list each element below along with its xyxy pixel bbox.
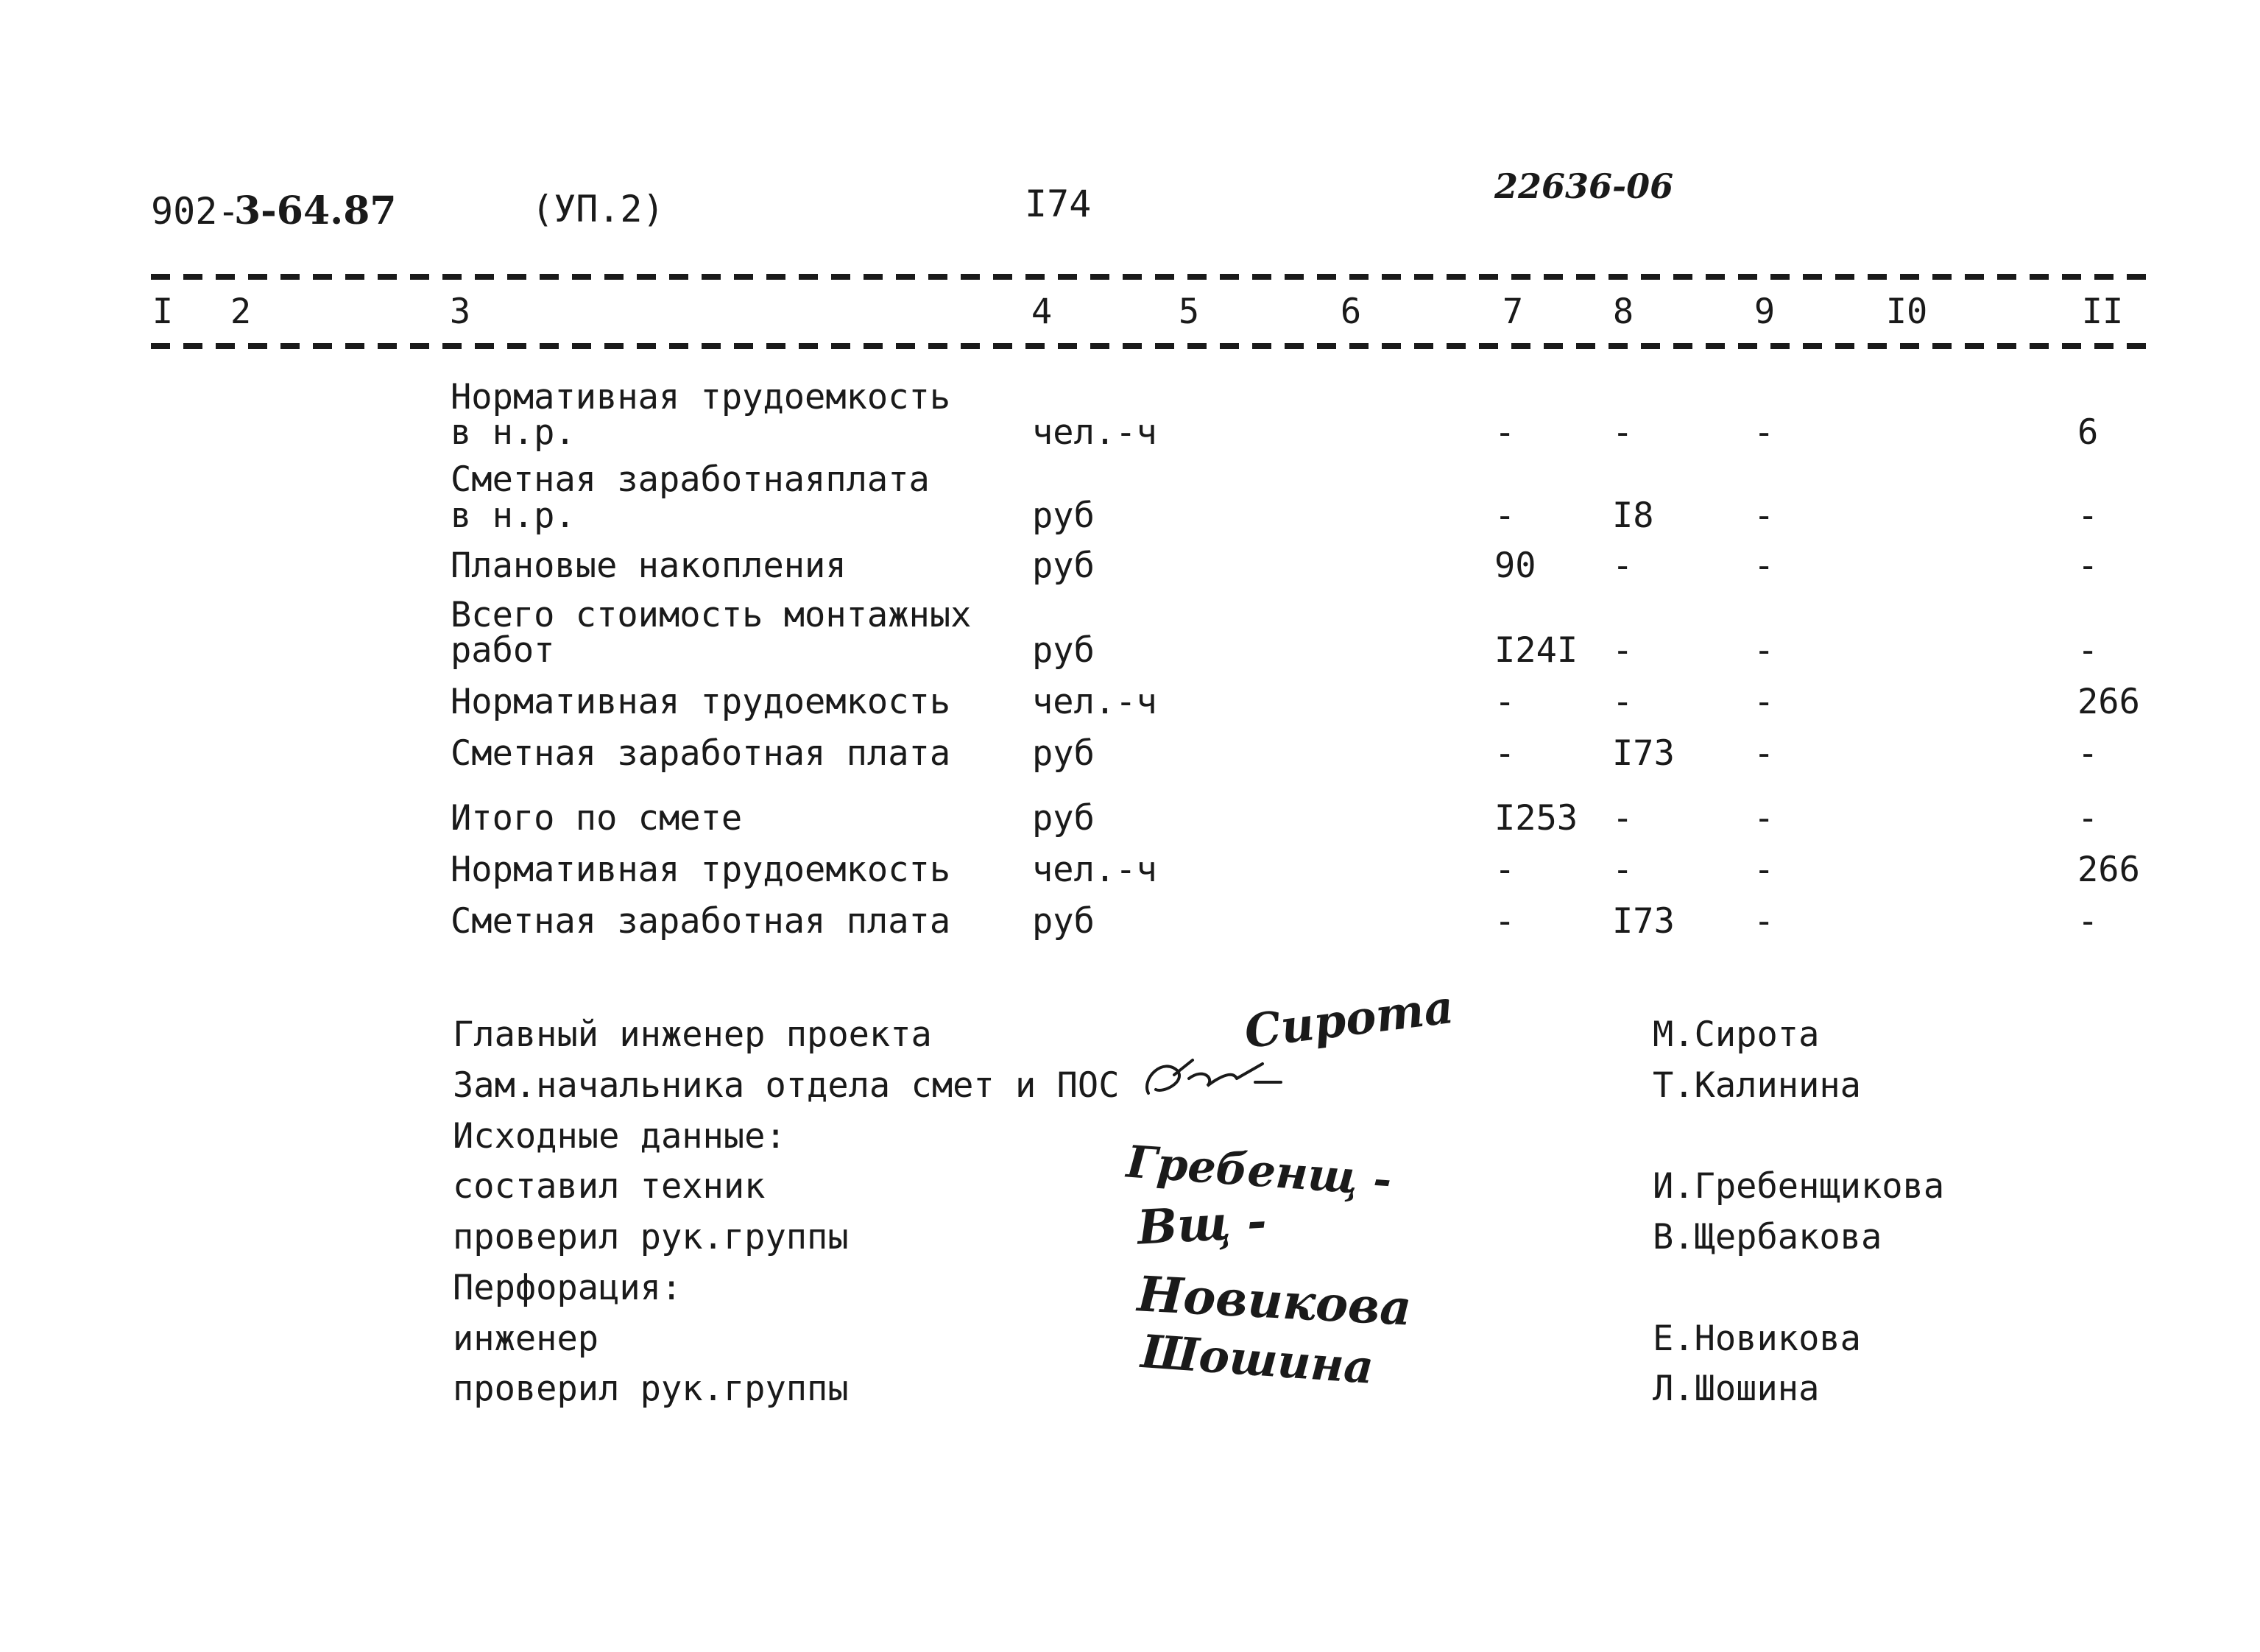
header-bottom-dash-line [151,343,2157,349]
row-name: Итого по смете [451,798,743,839]
row-col11: 266 [2077,682,2140,722]
row-name: Нормативная трудоемкость [451,682,951,722]
signature-role: Главный инженер проекта [453,1014,932,1055]
row-col7: - [1494,733,1516,774]
header-top-dash-line [151,274,2157,280]
row-col11: - [2077,495,2099,536]
row-col8: - [1612,850,1634,890]
row-name: Сметная заработная плата [451,901,951,942]
row-col11: - [2077,546,2099,586]
row-col8: - [1612,798,1634,839]
row-col7: - [1494,850,1516,890]
handwritten-signature-novikova: Новикова [1136,1265,1413,1337]
row-unit: чел.-ч [1032,412,1157,453]
row-col7: 90 [1494,546,1536,586]
row-unit: руб [1032,733,1095,774]
row-col7: - [1494,901,1516,942]
handwritten-signature-shoshina: Шошина [1139,1324,1376,1394]
row-col8: I8 [1612,495,1654,536]
row-col11: - [2077,798,2099,839]
row-name-cont: в н.р. [451,495,576,536]
signature-name: М.Сирота [1653,1014,1820,1055]
row-name-cont: в н.р. [451,412,576,453]
row-unit: чел.-ч [1032,682,1157,722]
col-number-11: II [2081,292,2124,332]
row-name: Сметная заработная плата [451,733,951,774]
signature-name: Е.Новикова [1653,1319,1861,1359]
col-number-5: 5 [1178,292,1200,332]
section-heading: Исходные данные: [453,1116,786,1157]
row-name: Плановые накопления [451,546,847,586]
row-col9: - [1754,546,1775,586]
row-col11: - [2077,901,2099,942]
row-col8: - [1612,630,1634,671]
col-number-4: 4 [1031,292,1053,332]
row-col9: - [1754,798,1775,839]
col-number-8: 8 [1612,292,1634,332]
row-unit: руб [1032,901,1095,942]
row-col9: - [1754,850,1775,890]
album-label: (УП.2) [532,188,665,230]
handwritten-signature-grebenshchikova: Гребенщ - [1124,1136,1394,1207]
col-number-10: I0 [1885,292,1928,332]
row-name: Всего стоимость монтажных [451,595,972,635]
col-number-6: 6 [1340,292,1362,332]
row-col9: - [1754,495,1775,536]
row-col11: - [2077,630,2099,671]
row-name-cont: работ [451,630,555,671]
row-col11: 6 [2077,412,2099,453]
signature-role: составил техник [453,1166,766,1207]
row-col9: - [1754,733,1775,774]
document-code-handwritten: 3-64.87 [234,188,397,233]
row-col11: 266 [2077,850,2140,890]
handwritten-signature-sirota: Сирота [1241,979,1457,1059]
row-col8: I73 [1612,901,1675,942]
row-col9: - [1754,630,1775,671]
row-unit: руб [1032,546,1095,586]
section-heading: Перфорация: [453,1268,682,1308]
row-col9: - [1754,412,1775,453]
row-col8: I73 [1612,733,1675,774]
row-col8: - [1612,682,1634,722]
handwritten-signature-kalinina [1134,1049,1325,1108]
row-name: Нормативная трудоемкость [451,850,951,890]
signature-role: проверил рук.группы [453,1217,849,1257]
signature-name: Л.Шошина [1653,1369,1820,1409]
page-number: I74 [1025,183,1092,225]
col-number-7: 7 [1502,292,1524,332]
signature-name: В.Щербакова [1653,1217,1882,1257]
row-name: Нормативная трудоемкость [451,377,951,417]
row-col8: - [1612,546,1634,586]
document-code-printed: 902- [151,190,240,233]
row-col11: - [2077,733,2099,774]
row-col9: - [1754,901,1775,942]
col-number-9: 9 [1754,292,1776,332]
signature-role: Зам.начальника отдела смет и ПОС [453,1065,1120,1106]
inventory-number: 22636-06 [1494,166,1674,206]
row-unit: руб [1032,798,1095,839]
handwritten-signature-shcherbakova: Вщ - [1136,1193,1268,1256]
col-number-1: I [152,292,174,332]
row-name: Сметная заработнаяплата [451,459,930,500]
row-unit: чел.-ч [1032,850,1157,890]
row-col7: I253 [1494,798,1578,839]
row-col7: I24I [1494,630,1578,671]
row-col8: - [1612,412,1634,453]
signature-role: проверил рук.группы [453,1369,849,1409]
row-unit: руб [1032,630,1095,671]
col-number-3: 3 [449,292,471,332]
row-col9: - [1754,682,1775,722]
signature-name: Т.Калинина [1653,1065,1861,1106]
row-col7: - [1494,412,1516,453]
row-unit: руб [1032,495,1095,536]
row-col7: - [1494,495,1516,536]
col-number-2: 2 [230,292,252,332]
signature-name: И.Гребенщикова [1653,1166,1945,1207]
signature-role: инженер [453,1319,599,1359]
row-col7: - [1494,682,1516,722]
